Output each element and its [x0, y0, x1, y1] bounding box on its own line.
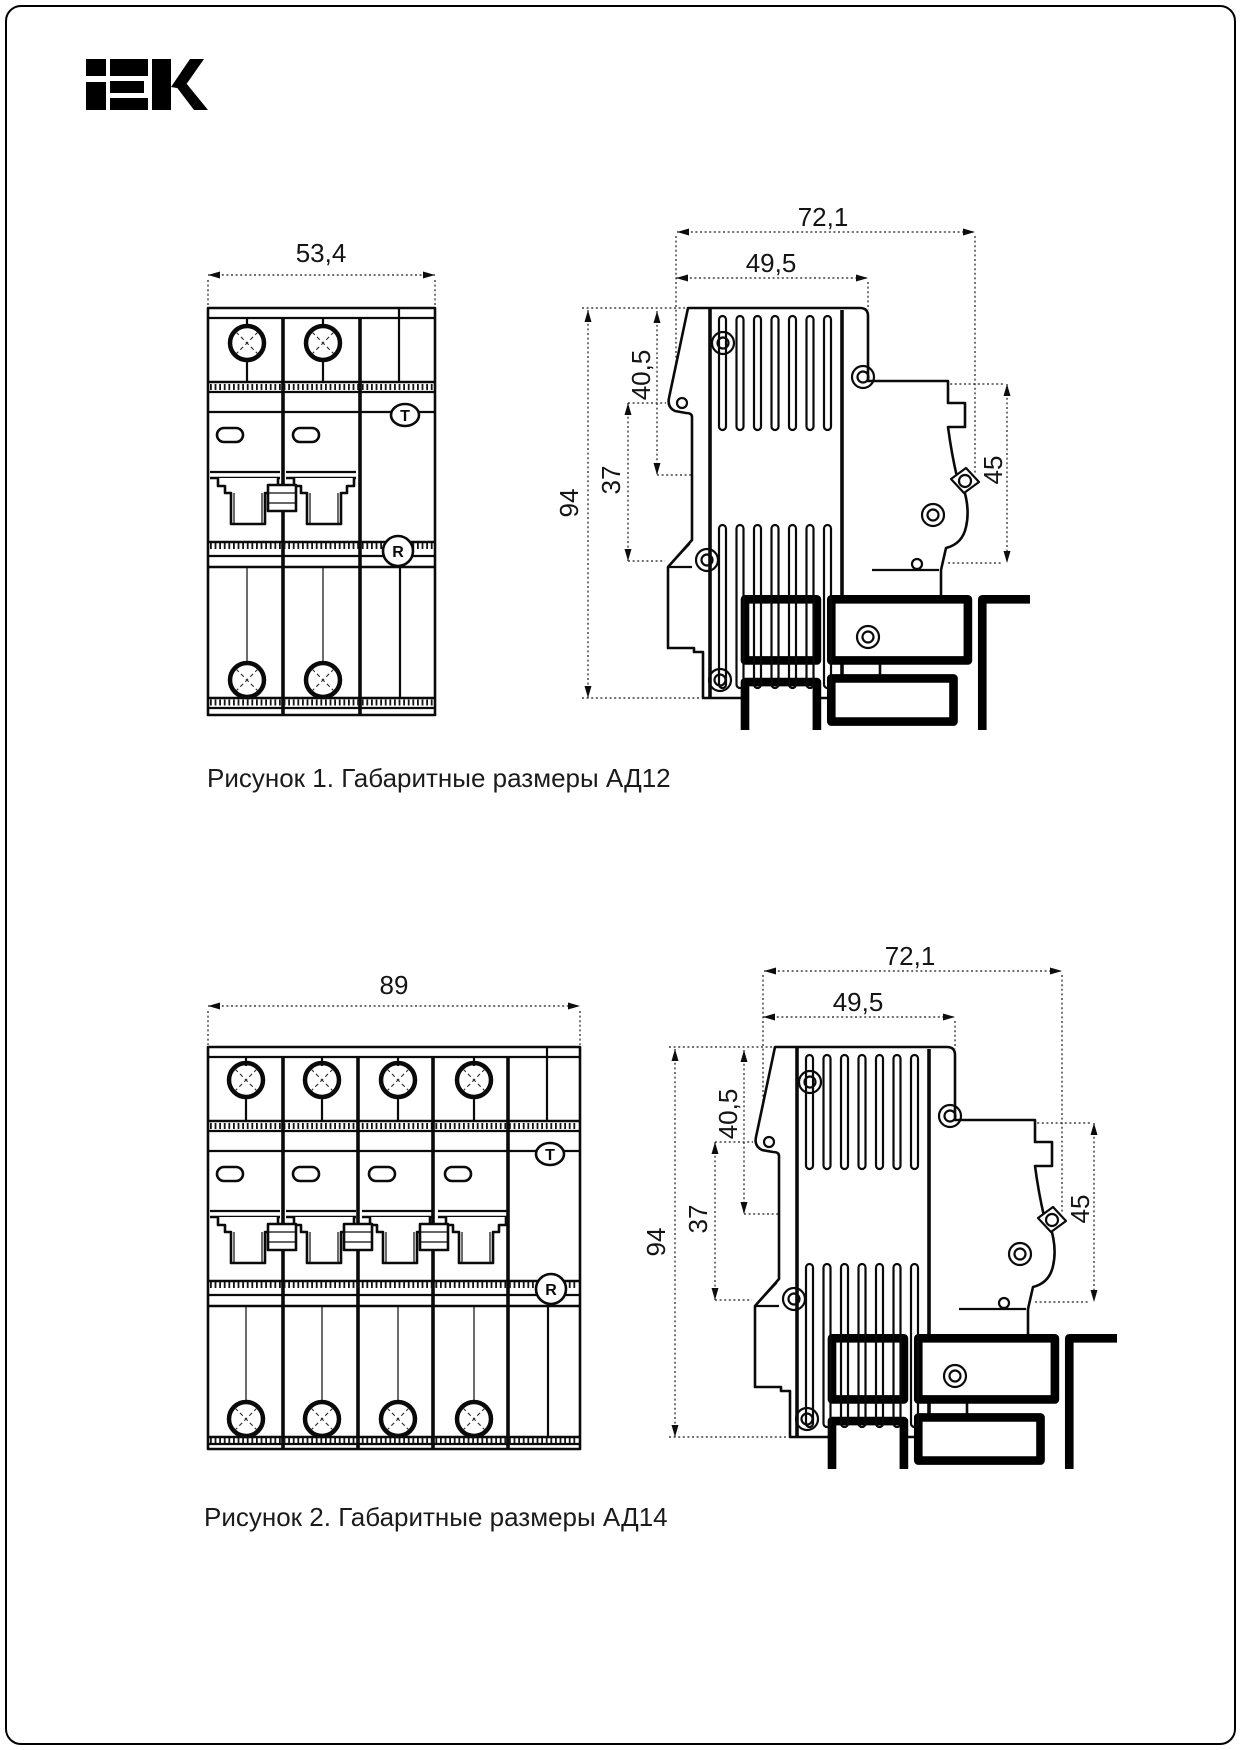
figure1-front-width-dimension [208, 238, 435, 306]
figure2-side-body [755, 1047, 1117, 1469]
dim-label-rail-span: 37 [596, 465, 626, 495]
figure2-caption: Рисунок 2. Габаритные размеры АД14 [204, 1502, 668, 1532]
dim-label-width: 89 [379, 970, 409, 1000]
dim-label-width: 53,4 [295, 238, 347, 268]
dim-label-depth-body: 49,5 [745, 248, 797, 278]
figure2-front-width-dimension [208, 970, 580, 1045]
handle-tie-bar [344, 1224, 372, 1250]
return-button-marking [383, 536, 413, 566]
figure2-side-view [607, 909, 1117, 1469]
figure1-side-view [520, 170, 1030, 730]
case-iek-logo-icon [832, 1338, 1117, 1469]
dim-label-depth-total: 72,1 [797, 202, 849, 232]
svg-text:T: T [545, 1147, 555, 1164]
dim-label-front-offset: 40,5 [713, 1088, 743, 1140]
figure1-caption: Рисунок 1. Габаритные размеры АД12 [207, 763, 671, 793]
return-button-marking [536, 1274, 566, 1304]
dim-label-rail-span: 37 [683, 1204, 713, 1234]
svg-text:R: R [392, 544, 404, 561]
handle-tie-bar [420, 1224, 448, 1250]
dim-label-depth-total: 72,1 [884, 941, 936, 971]
iek-logo-icon [86, 59, 208, 111]
dim-label-terminal-span: 45 [1065, 1194, 1095, 1224]
figure1-front-body [208, 308, 435, 715]
dim-label-terminal-span: 45 [978, 455, 1008, 485]
case-iek-logo-icon [745, 599, 1030, 730]
dim-label-height: 94 [554, 488, 584, 518]
handle-tie-bar [268, 485, 296, 511]
handle-tie-bar [268, 1224, 296, 1250]
figure1-front-view [180, 225, 460, 725]
svg-text:T: T [400, 408, 410, 425]
test-button-marking [391, 404, 419, 426]
dim-label-front-offset: 40,5 [626, 349, 656, 401]
figure2-front-view [180, 944, 610, 1454]
test-button-marking [536, 1143, 564, 1165]
figure1-side-body [668, 308, 1030, 730]
dim-label-depth-body: 49,5 [832, 987, 884, 1017]
svg-text:R: R [545, 1282, 557, 1299]
figure2-front-body [208, 1047, 580, 1449]
dim-label-height: 94 [641, 1227, 671, 1257]
